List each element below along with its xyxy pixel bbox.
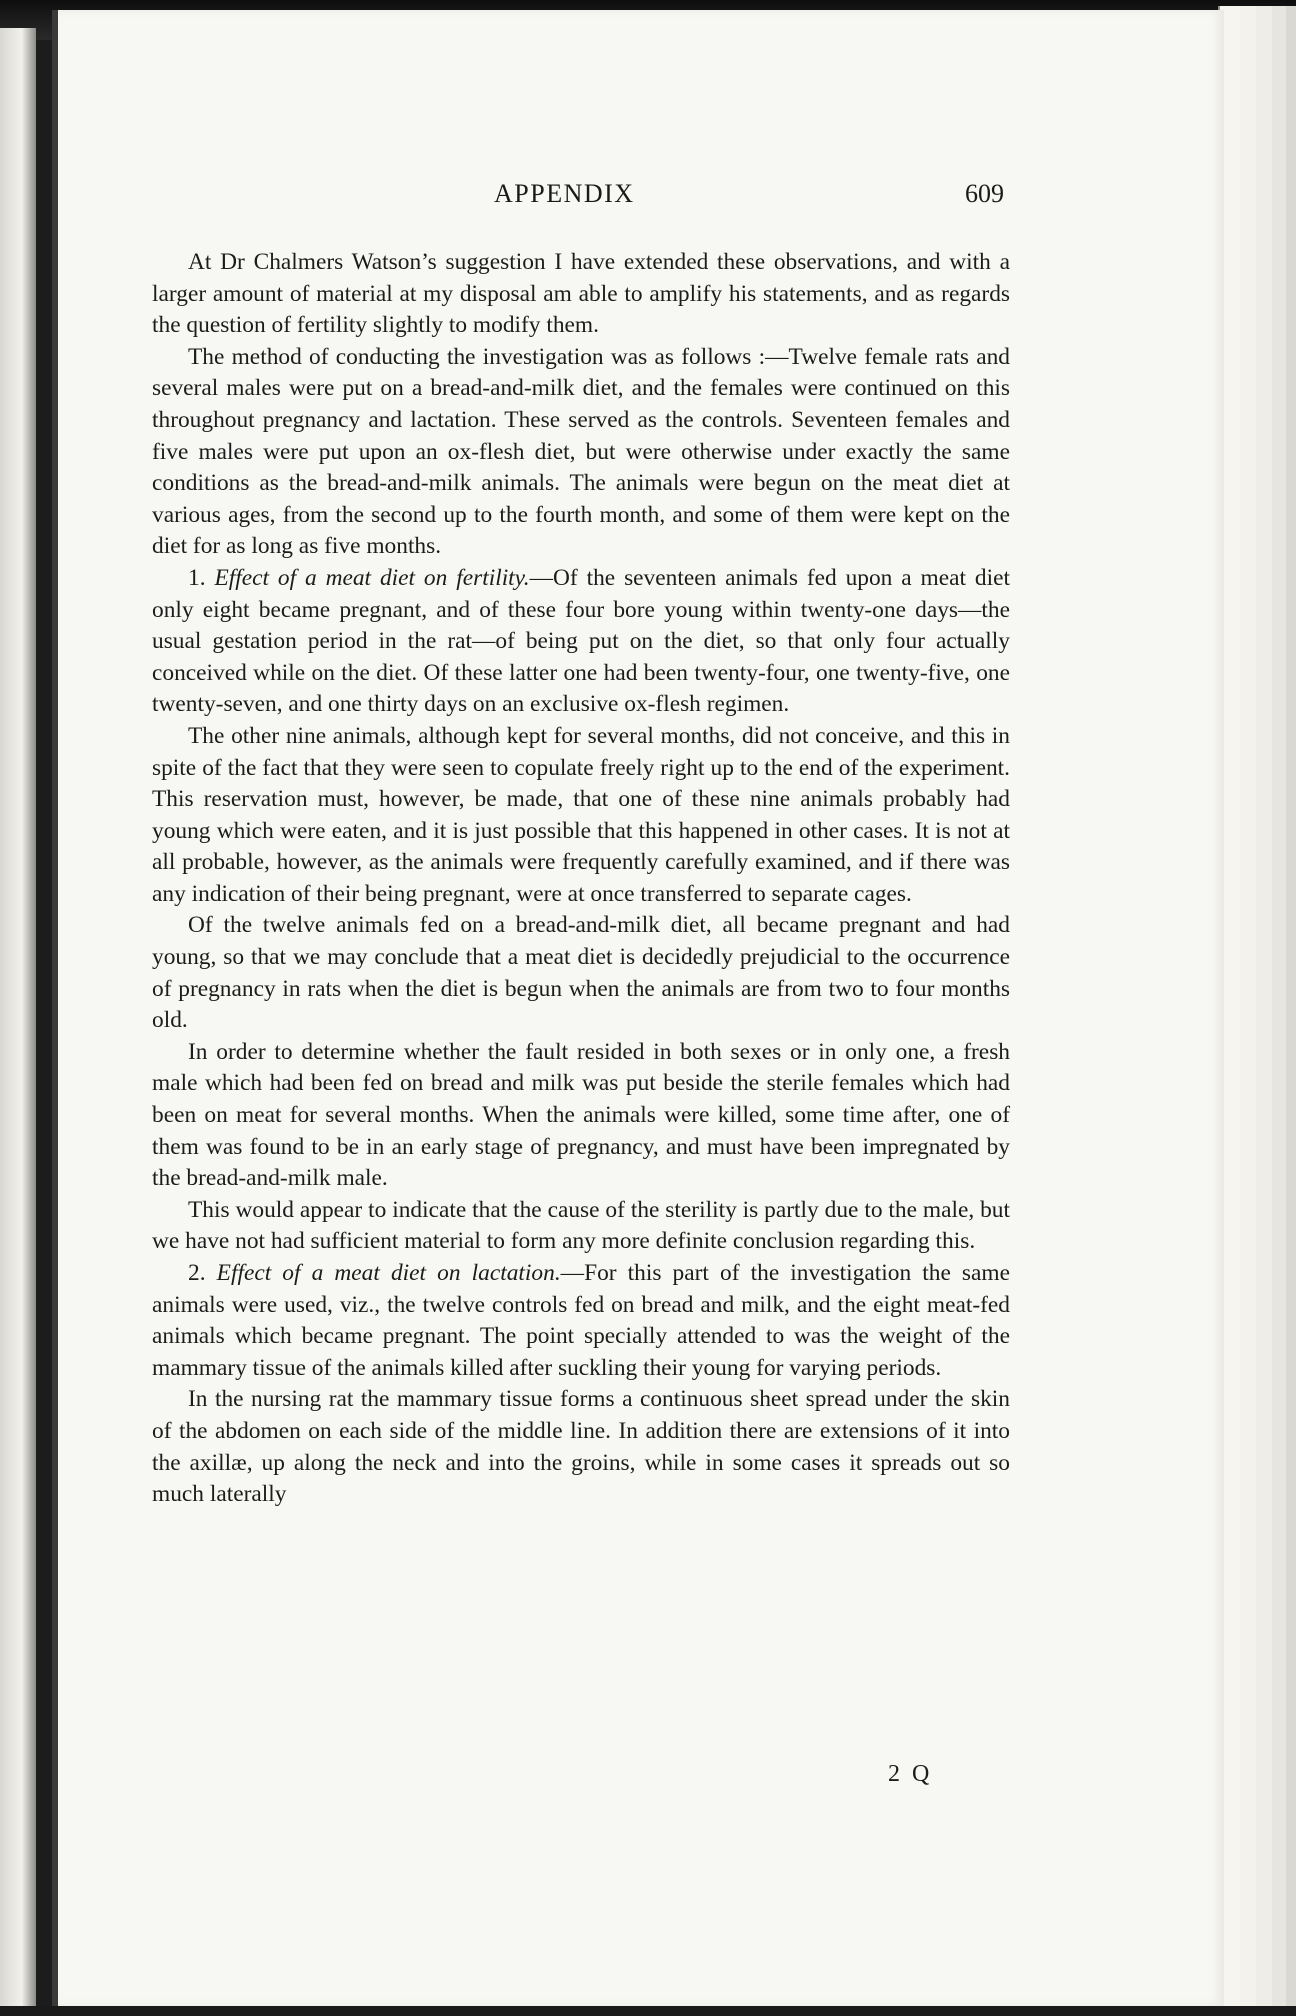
paragraph <box>152 721 1010 911</box>
paragraph-text: The method of conducting the investigation was as follows :—Twelve female rats and several males were put on a bread-and-milk diet, and the females were continued on this throughout pregnancy and lactation. These served as the controls. Seventeen females and five males were put upon an ox-flesh diet, but were otherwise under exactly the same conditions as the bread-and-milk animals. The animals were begun on the meat diet at various ages, from the second up to the fourth month, and some of them were kept on the diet for as long as five months. <box>152 343 1010 560</box>
scan-bottom-edge <box>0 2006 1296 2016</box>
facing-page-edge <box>0 28 36 2016</box>
paragraph <box>152 1384 1010 1510</box>
paragraph-text: —Of the seventeen animals fed upon a meat diet only eight became pregnant, and of these four bore young within twenty-one days—the usual gestation period in the rat—of being put on the diet, so that only four actually conceived while on the diet. Of these latter one had been twenty-four, one twenty-five, one twenty-seven, and one thirty days on an exclusive ox-flesh regimen. <box>152 564 1010 718</box>
running-head: APPENDIX <box>494 179 635 208</box>
paragraph-text: In the nursing rat the mammary tissue forms a continuous sheet spread under the skin of the abdomen on each side of the middle line. In addition there are extensions of it into the axillæ, up along the neck and into the groins, while in some cases it spreads out so much laterally <box>152 1386 1010 1508</box>
paragraph <box>152 342 1010 563</box>
paragraph <box>152 1037 1010 1195</box>
paragraph-text: Of the twelve animals fed on a bread-and-milk diet, all became pregnant and had young, so that we may conclude that a meat diet is decidedly prejudicial to the occurrence of pregnancy in rats when the diet is begun when the animals are from two to four months old. <box>152 912 1010 1034</box>
page-header <box>494 179 1004 215</box>
section-heading: Effect of a meat diet on lactation. <box>216 1260 561 1286</box>
paragraph-text: The other nine animals, although kept for several months, did not conceive, and this in spite of the fact that they were seen to copulate freely right up to the end of the experiment. This reservation must, however, be made, that one of these nine animals probably had young which were eaten, and it is just possible that this happened in other cases. It is not at all probable, however, as the animals were frequently carefully examined, and if there was any indication of their being pregnant, were at once transferred to separate cages. <box>152 722 1010 907</box>
signature-mark: 2 Q <box>888 1761 933 1787</box>
section-number: 2. <box>188 1260 206 1286</box>
section-paragraph <box>152 563 1010 721</box>
paragraph <box>152 247 1010 342</box>
section-heading: Effect of a meat diet on fertility. <box>214 564 530 591</box>
paragraph-text: In order to determine whether the fault resided in both sexes or in only one, a fresh male which had been fed on bread and milk was put beside the sterile females which had been on meat for several months. When the animals were killed, some time after, one of them was found to be in an early stage of pregnancy, and must have been impregnated by the bread-and-milk male. <box>152 1038 1010 1192</box>
section-number: 1. <box>188 564 206 591</box>
page-number: 609 <box>965 179 1004 208</box>
section-paragraph <box>152 1258 1010 1384</box>
paragraph-text: At Dr Chalmers Watson’s suggestion I have extended these observations, and with a larger amount of material at my disposal am able to amplify his statements, and as regards the question of fertility slightly to modify them. <box>152 249 1010 339</box>
paragraph-text: —For this part of the investigation the same animals were used, viz., the twelve controls fed on bread and milk, and the eight meat-fed animals which became pregnant. The point specially attended to was the weight of the mammary tissue of the animals killed after suckling their young for varying periods. <box>152 1260 1010 1381</box>
paragraph <box>152 910 1010 1036</box>
paragraph <box>152 1195 1010 1258</box>
paragraph-text: This would appear to indicate that the cause of the sterility is partly due to the male, but we have not had sufficient material to form any more definite conclusion regarding this. <box>152 1196 1010 1255</box>
body-text <box>152 247 1010 1511</box>
